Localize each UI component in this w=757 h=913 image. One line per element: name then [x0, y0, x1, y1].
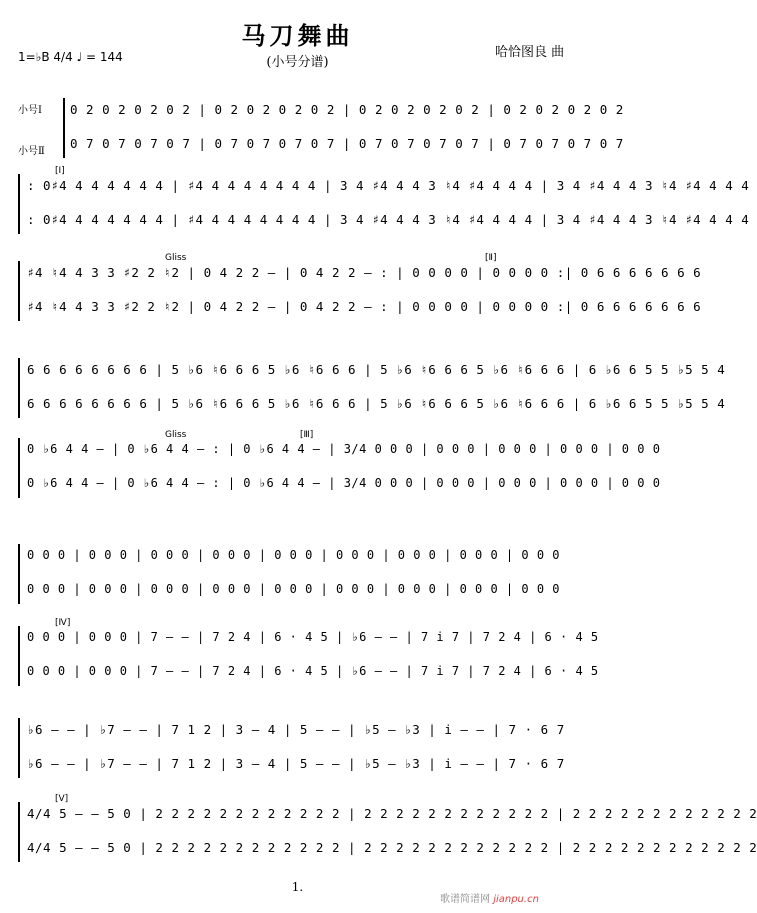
rehearsal-mark: [Ⅳ]	[55, 618, 71, 628]
staff-trumpet-2: ♭6 — — | ♭7 — — | 7 1 2 | 3 — 4 | 5 — — | ♭5 — ♭3 | i — — | 7 · 6 7	[27, 756, 565, 771]
staff-trumpet-1: 0 ♭6 4 4 — | 0 ♭6 4 4 — : | 0 ♭6 4 4 — | 3/4 0 0 0 | 0 0 0 | 0 0 0 | 0 0 0 | 0 0 0	[27, 442, 661, 456]
staff-trumpet-1: : 0♯4 4 4 4 4 4 4 | ♯4 4 4 4 4 4 4 4 | 3 4 ♯4 4 4 3 ♮4 ♯4 4 4 4 | 3 4 ♯4 4 4 3 ♮4 ♯4 4 4 4	[27, 178, 750, 193]
staff-trumpet-2: 0 ♭6 4 4 — | 0 ♭6 4 4 — : | 0 ♭6 4 4 — | 3/4 0 0 0 | 0 0 0 | 0 0 0 | 0 0 0 | 0 0 0	[27, 476, 661, 490]
page-number: 1.	[291, 880, 304, 894]
system-brace	[18, 438, 20, 498]
system-brace	[18, 802, 20, 862]
staff-trumpet-2: 6 6 6 6 6 6 6 6 | 5 ♭6 ♮6 6 6 5 ♭6 ♮6 6 6 | 5 ♭6 ♮6 6 6 5 ♭6 ♮6 6 6 | 6 ♭6 6 5 5 ♭5 5 4	[27, 396, 726, 411]
rehearsal-mark: [Ⅰ]	[55, 166, 65, 176]
staff-trumpet-2: 4/4 5 — — 5 0 | 2 2 2 2 2 2 2 2 2 2 2 2 | 2 2 2 2 2 2 2 2 2 2 2 2 | 2 2 2 2 2 2 2 2 2 2 2 2	[27, 840, 757, 855]
staff-trumpet-2: 0 0 0 | 0 0 0 | 0 0 0 | 0 0 0 | 0 0 0 | 0 0 0 | 0 0 0 | 0 0 0 | 0 0 0	[27, 582, 560, 596]
staff-trumpet-2: : 0♯4 4 4 4 4 4 4 | ♯4 4 4 4 4 4 4 4 | 3 4 ♯4 4 4 3 ♮4 ♯4 4 4 4 | 3 4 ♯4 4 4 3 ♮4 ♯4 4 4 4	[27, 212, 750, 227]
key-tempo-marking: 1=♭B 4/4 ♩ = 144	[18, 50, 123, 64]
system-brace	[18, 358, 20, 418]
rehearsal-mark: [Ⅴ]	[55, 794, 69, 804]
part-label-trumpet-1: 小号Ⅰ	[18, 105, 42, 116]
watermark-url: jianpu.cn	[493, 894, 539, 905]
system-brace	[18, 718, 20, 778]
composer-credit: 哈恰图良 曲	[495, 45, 565, 60]
staff-trumpet-1: ♭6 — — | ♭7 — — | 7 1 2 | 3 — 4 | 5 — — | ♭5 — ♭3 | i — — | 7 · 6 7	[27, 722, 565, 737]
staff-trumpet-1: ♯4 ♮4 4 3 3 ♯2 2 ♮2 | 0 4 2 2 — | 0 4 2 2 — : | 0 0 0 0 | 0 0 0 0 :| 0 6 6 6 6 6 6 6	[27, 265, 702, 280]
system-brace	[18, 544, 20, 604]
staff-trumpet-2: 0 7 0 7 0 7 0 7 | 0 7 0 7 0 7 0 7 | 0 7 0 7 0 7 0 7 | 0 7 0 7 0 7 0 7	[70, 136, 624, 151]
rehearsal-mark: Gliss	[165, 430, 187, 440]
score-system	[15, 712, 575, 782]
score-system	[15, 166, 750, 238]
system-brace	[18, 626, 20, 686]
score-system	[15, 253, 702, 325]
score-system	[15, 618, 599, 690]
score-system	[15, 430, 661, 502]
rehearsal-mark: [Ⅲ]	[300, 430, 314, 440]
watermark-text: 歌谱简谱网	[440, 894, 490, 905]
site-watermark	[440, 890, 539, 905]
score-system	[15, 92, 624, 162]
rehearsal-mark: [Ⅱ]	[485, 253, 497, 263]
system-brace	[18, 174, 20, 234]
staff-trumpet-1: 0 0 0 | 0 0 0 | 7 — — | 7 2 4 | 6 · 4 5 | ♭6 — — | 7 i 7 | 7 2 4 | 6 · 4 5	[27, 630, 599, 644]
staff-trumpet-1: 4/4 5 — — 5 0 | 2 2 2 2 2 2 2 2 2 2 2 2 | 2 2 2 2 2 2 2 2 2 2 2 2 | 2 2 2 2 2 2 2 2 2 2 2 2	[27, 806, 757, 821]
part-label-trumpet-2: 小号Ⅱ	[18, 146, 45, 157]
system-brace	[18, 261, 20, 321]
staff-trumpet-2: ♯4 ♮4 4 3 3 ♯2 2 ♮2 | 0 4 2 2 — | 0 4 2 2 — : | 0 0 0 0 | 0 0 0 0 :| 0 6 6 6 6 6 6 6	[27, 299, 702, 314]
staff-trumpet-1: 6 6 6 6 6 6 6 6 | 5 ♭6 ♮6 6 6 5 ♭6 ♮6 6 6 | 5 ♭6 ♮6 6 6 5 ♭6 ♮6 6 6 | 6 ♭6 6 5 5 ♭5 5 4	[27, 362, 726, 377]
rehearsal-mark: Gliss	[165, 253, 187, 263]
score-system	[15, 538, 575, 608]
staff-trumpet-1: 0 2 0 2 0 2 0 2 | 0 2 0 2 0 2 0 2 | 0 2 0 2 0 2 0 2 | 0 2 0 2 0 2 0 2	[70, 102, 624, 117]
page-subtitle: (小号分谱)	[266, 55, 329, 70]
score-system	[15, 352, 726, 422]
page-title: 马刀舞曲	[241, 21, 354, 50]
staff-trumpet-2: 0 0 0 | 0 0 0 | 7 — — | 7 2 4 | 6 · 4 5 | ♭6 — — | 7 i 7 | 7 2 4 | 6 · 4 5	[27, 664, 599, 678]
staff-trumpet-1: 0 0 0 | 0 0 0 | 0 0 0 | 0 0 0 | 0 0 0 | 0 0 0 | 0 0 0 | 0 0 0 | 0 0 0	[27, 548, 560, 562]
system-brace	[63, 98, 65, 158]
score-system	[15, 794, 757, 866]
